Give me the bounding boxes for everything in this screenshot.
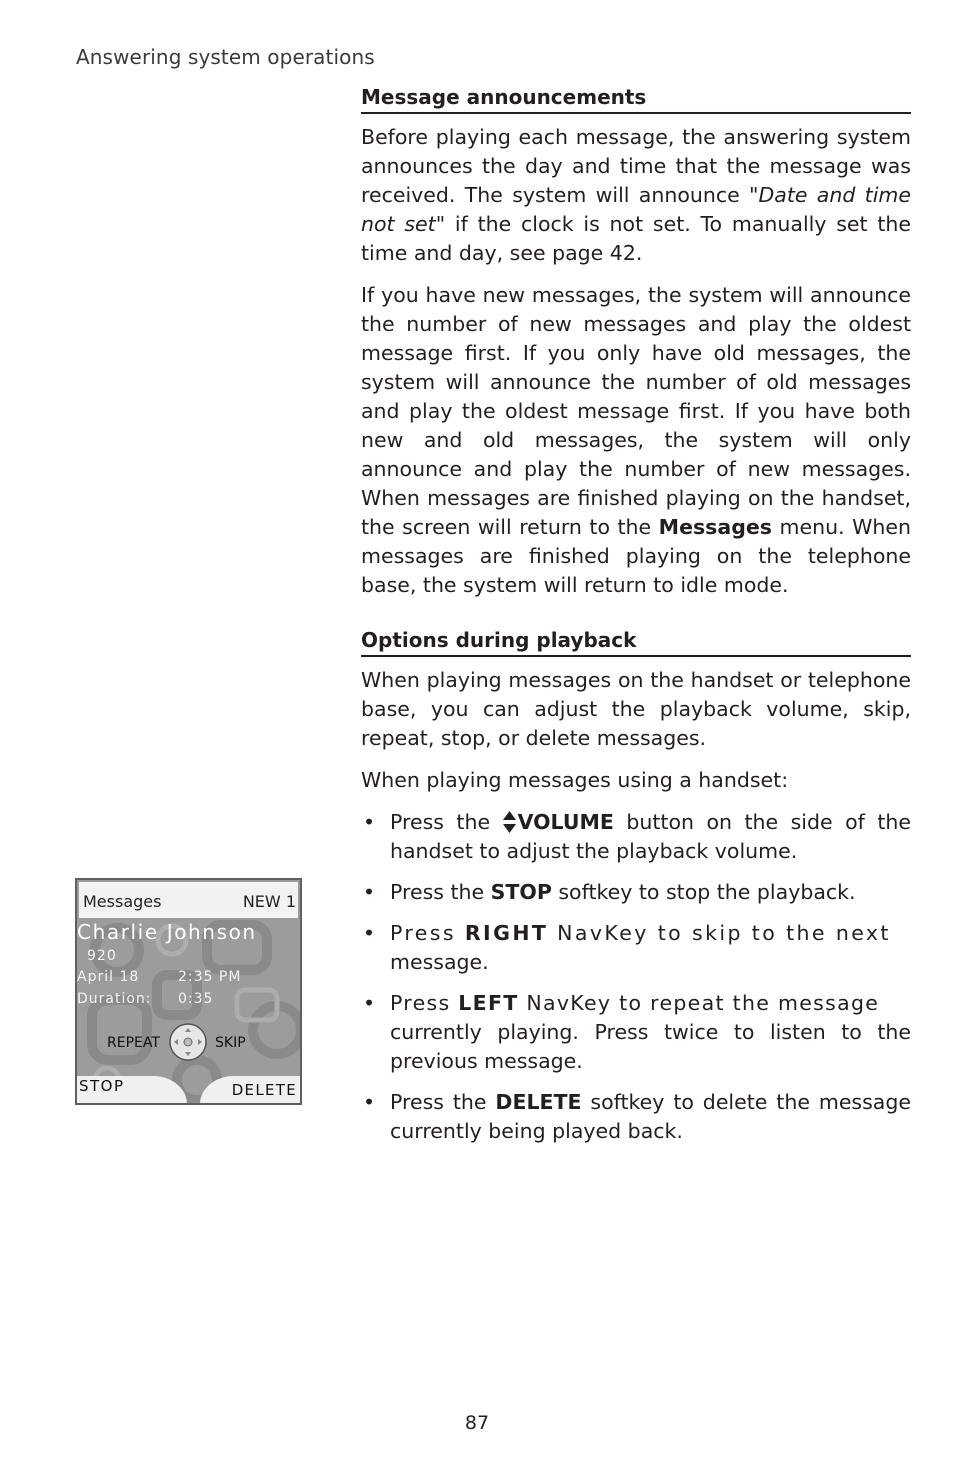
volume-up-down-icon — [503, 811, 516, 833]
options-list — [361, 808, 911, 1146]
paragraph: When playing messages on the handset or telephone base, you can adjust the playback volume, skip, repeat, stop, or delete messages. — [361, 668, 911, 750]
bold-term: Messages — [658, 515, 772, 539]
navkey-icon — [169, 1023, 207, 1061]
section-title-options-playback: Options during playback — [361, 627, 911, 657]
paragraph: Before playing each message, the answering system announces the day and time that the message was received. The system will announce "Date and time not set" if the clock is not set. To manually set the time and day, see page 42. — [361, 125, 911, 265]
message-time: 2:35 PM — [178, 969, 242, 985]
list-item: • Press RIGHT NavKey to skip to the next message. — [363, 921, 891, 974]
list-item: • Press LEFT NavKey to repeat the message currently playing. Press twice to listen to the previous message. — [363, 991, 911, 1073]
handset-screen-illustration — [75, 878, 302, 1105]
duration-value: 0:35 — [178, 991, 214, 1007]
delete-softkey: DELETE — [200, 1076, 300, 1105]
section-title-message-announcements: Message announcements — [361, 84, 911, 114]
screen-title: Messages — [83, 892, 162, 911]
paragraph: When playing messages using a handset: — [361, 768, 789, 792]
list-item: • Press the DELETE softkey to delete the message currently being played back. — [363, 1090, 911, 1143]
repeat-label: REPEAT — [107, 1035, 160, 1051]
page-number: 87 — [464, 1412, 490, 1434]
paragraph: If you have new messages, the system will announce the number of new messages and play the oldest message first. If you only have old messages, the system will announce the number of old messages and play the oldest message first. If you have both new and old messages, the system will only announce and play the number of new messages. When messages are finished playing on the handset, the screen will return to the Messages menu. When messages are finished playing on the telephone base, the system will return to idle mode. — [361, 283, 911, 597]
list-item: • Press the STOP softkey to stop the playback. — [363, 880, 856, 904]
caller-name: Charlie Johnson — [77, 920, 257, 944]
skip-label: SKIP — [215, 1035, 246, 1051]
new-count: NEW 1 — [242, 892, 296, 911]
caller-number: 920 — [87, 948, 117, 964]
main-content — [361, 84, 911, 1158]
list-item: • Press the VOLUME button on the side of the handset to adjust the playback volume. — [363, 810, 911, 863]
message-date: April 18 — [77, 969, 140, 985]
stop-softkey: STOP — [77, 1076, 187, 1105]
emphasis-text: Date and time not set — [361, 183, 911, 236]
duration-label: Duration: — [77, 991, 152, 1007]
screen-title-bar — [79, 882, 298, 918]
running-header: Answering system operations — [76, 45, 375, 69]
